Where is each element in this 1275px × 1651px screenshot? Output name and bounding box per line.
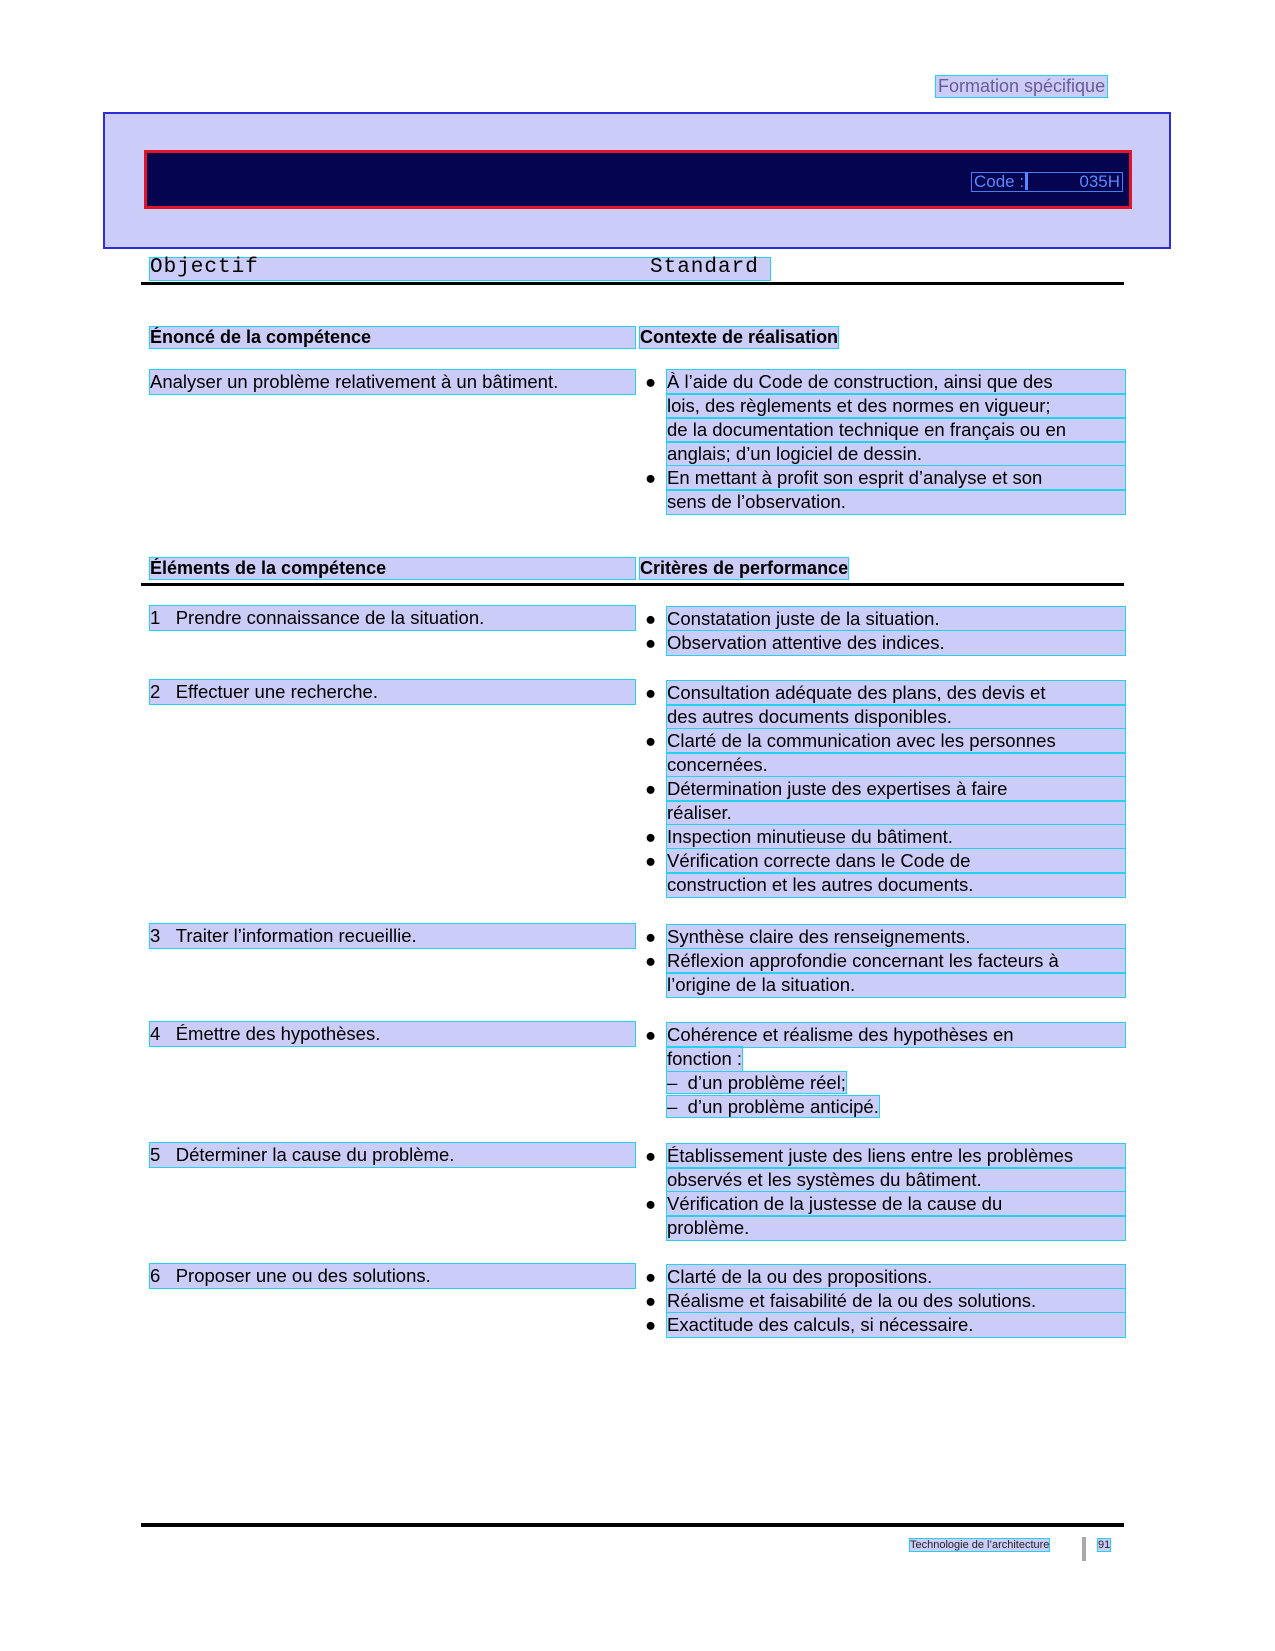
- element-number: 3: [150, 925, 161, 946]
- footer-text: Technologie de l’architecture: [910, 1539, 1050, 1551]
- header-label: Formation spécifique: [938, 76, 1106, 96]
- elements-title: Éléments de la compétence: [150, 558, 635, 579]
- bullet-icon: ●: [645, 467, 657, 488]
- element-row: [150, 924, 635, 948]
- code-label: Code :: [974, 172, 1025, 191]
- bullet-icon: ●: [645, 632, 657, 653]
- bullet-icon: ●: [645, 1314, 657, 1335]
- element-number: 4: [150, 1023, 161, 1044]
- bullet-icon: ●: [645, 950, 657, 971]
- element-number: 2: [150, 681, 161, 702]
- bullet-icon: ●: [645, 778, 657, 799]
- list-item: ● Vérification de la justesse de la cause du problème.: [645, 1192, 1125, 1240]
- column-objectif: Objectif: [150, 256, 259, 279]
- sub-list-item: – d’un problème anticipé.: [667, 1096, 879, 1117]
- code-box: [971, 172, 1123, 192]
- element-number: 1: [150, 607, 161, 628]
- element-text: Déterminer la cause du problème.: [175, 1144, 455, 1165]
- section-rule: [141, 583, 1124, 586]
- list-item: ● Vérification correcte dans le Code de construction et les autres documents.: [645, 849, 1125, 897]
- top-rule: [141, 282, 1124, 285]
- element-number: 6: [150, 1265, 161, 1286]
- criteres-title: Critères de performance: [640, 558, 849, 578]
- bullet-icon: ●: [645, 850, 657, 871]
- list-item: ● Consultation adéquate des plans, des devis et des autres documents disponibles.: [645, 681, 1125, 729]
- footer-separator: [1082, 1537, 1086, 1561]
- bullet-icon: ●: [645, 826, 657, 847]
- bullet-icon: ●: [645, 926, 657, 947]
- list-item: ● À l’aide du Code de construction, ainsi que des lois, des règlements et des normes en vigueur; de la documentation technique en français ou en anglais; d’un logiciel de dessin.: [645, 370, 1125, 466]
- bullet-icon: ●: [645, 730, 657, 751]
- list-item: ● Clarté de la communication avec les personnes concernées.: [645, 729, 1125, 777]
- sub-list-item: – d’un problème réel;: [667, 1072, 846, 1093]
- code-value: 035H: [1079, 172, 1120, 191]
- list-item: ● Inspection minutieuse du bâtiment.: [645, 825, 1125, 849]
- dash-icon: –: [667, 1096, 688, 1117]
- criteria-list: [645, 1023, 1125, 1119]
- bullet-icon: ●: [645, 371, 657, 392]
- bullet-icon: ●: [645, 1193, 657, 1214]
- element-row: [150, 606, 635, 630]
- list-item: ● Cohérence et réalisme des hypothèses en fonction :: [645, 1023, 1125, 1071]
- dash-icon: –: [667, 1072, 688, 1093]
- criteria-list: [645, 925, 1125, 997]
- element-text: Proposer une ou des solutions.: [175, 1265, 431, 1286]
- list-item: ● Réflexion approfondie concernant les facteurs à l’origine de la situation.: [645, 949, 1125, 997]
- code-separator: [1025, 172, 1028, 190]
- page-number: 91: [1098, 1539, 1111, 1551]
- list-item: ● Synthèse claire des renseignements.: [645, 925, 1125, 949]
- element-text: Émettre des hypothèses.: [175, 1023, 381, 1044]
- element-text: Traiter l’information recueillie.: [175, 925, 417, 946]
- element-row: [150, 1264, 635, 1288]
- bullet-icon: ●: [645, 1024, 657, 1045]
- criteria-list: [645, 1144, 1125, 1240]
- element-number: 5: [150, 1144, 161, 1165]
- footer-rule: [141, 1523, 1124, 1527]
- contexte-list: [645, 370, 1125, 514]
- list-item: ● Établissement juste des liens entre les problèmes observés et les systèmes du bâtiment.: [645, 1144, 1125, 1192]
- element-row: [150, 1022, 635, 1046]
- list-item: ● Constatation juste de la situation.: [645, 607, 1125, 631]
- bullet-icon: ●: [645, 1266, 657, 1287]
- criteria-list: [645, 681, 1125, 897]
- bullet-icon: ●: [645, 1145, 657, 1166]
- list-item: ● Exactitude des calculs, si nécessaire.: [645, 1313, 1125, 1337]
- list-item: ● En mettant à profit son esprit d’analyse et son sens de l’observation.: [645, 466, 1125, 514]
- element-row: [150, 1143, 635, 1167]
- list-item: ● Observation attentive des indices.: [645, 631, 1125, 655]
- list-item: ● Réalisme et faisabilité de la ou des solutions.: [645, 1289, 1125, 1313]
- list-item: ● Clarté de la ou des propositions.: [645, 1265, 1125, 1289]
- bullet-icon: ●: [645, 682, 657, 703]
- bullet-icon: ●: [645, 1290, 657, 1311]
- element-text: Effectuer une recherche.: [175, 681, 378, 702]
- enonce-text: Analyser un problème relativement à un bâtiment.: [150, 370, 635, 394]
- list-item: ● Détermination juste des expertises à faire réaliser.: [645, 777, 1125, 825]
- criteria-list: [645, 607, 1125, 655]
- element-row: [150, 680, 635, 704]
- element-text: Prendre connaissance de la situation.: [175, 607, 485, 628]
- column-standard: Standard: [650, 256, 759, 279]
- bullet-icon: ●: [645, 608, 657, 629]
- enonce-title: Énoncé de la compétence: [150, 327, 635, 348]
- contexte-title: Contexte de réalisation: [640, 327, 839, 347]
- criteria-list: [645, 1265, 1125, 1337]
